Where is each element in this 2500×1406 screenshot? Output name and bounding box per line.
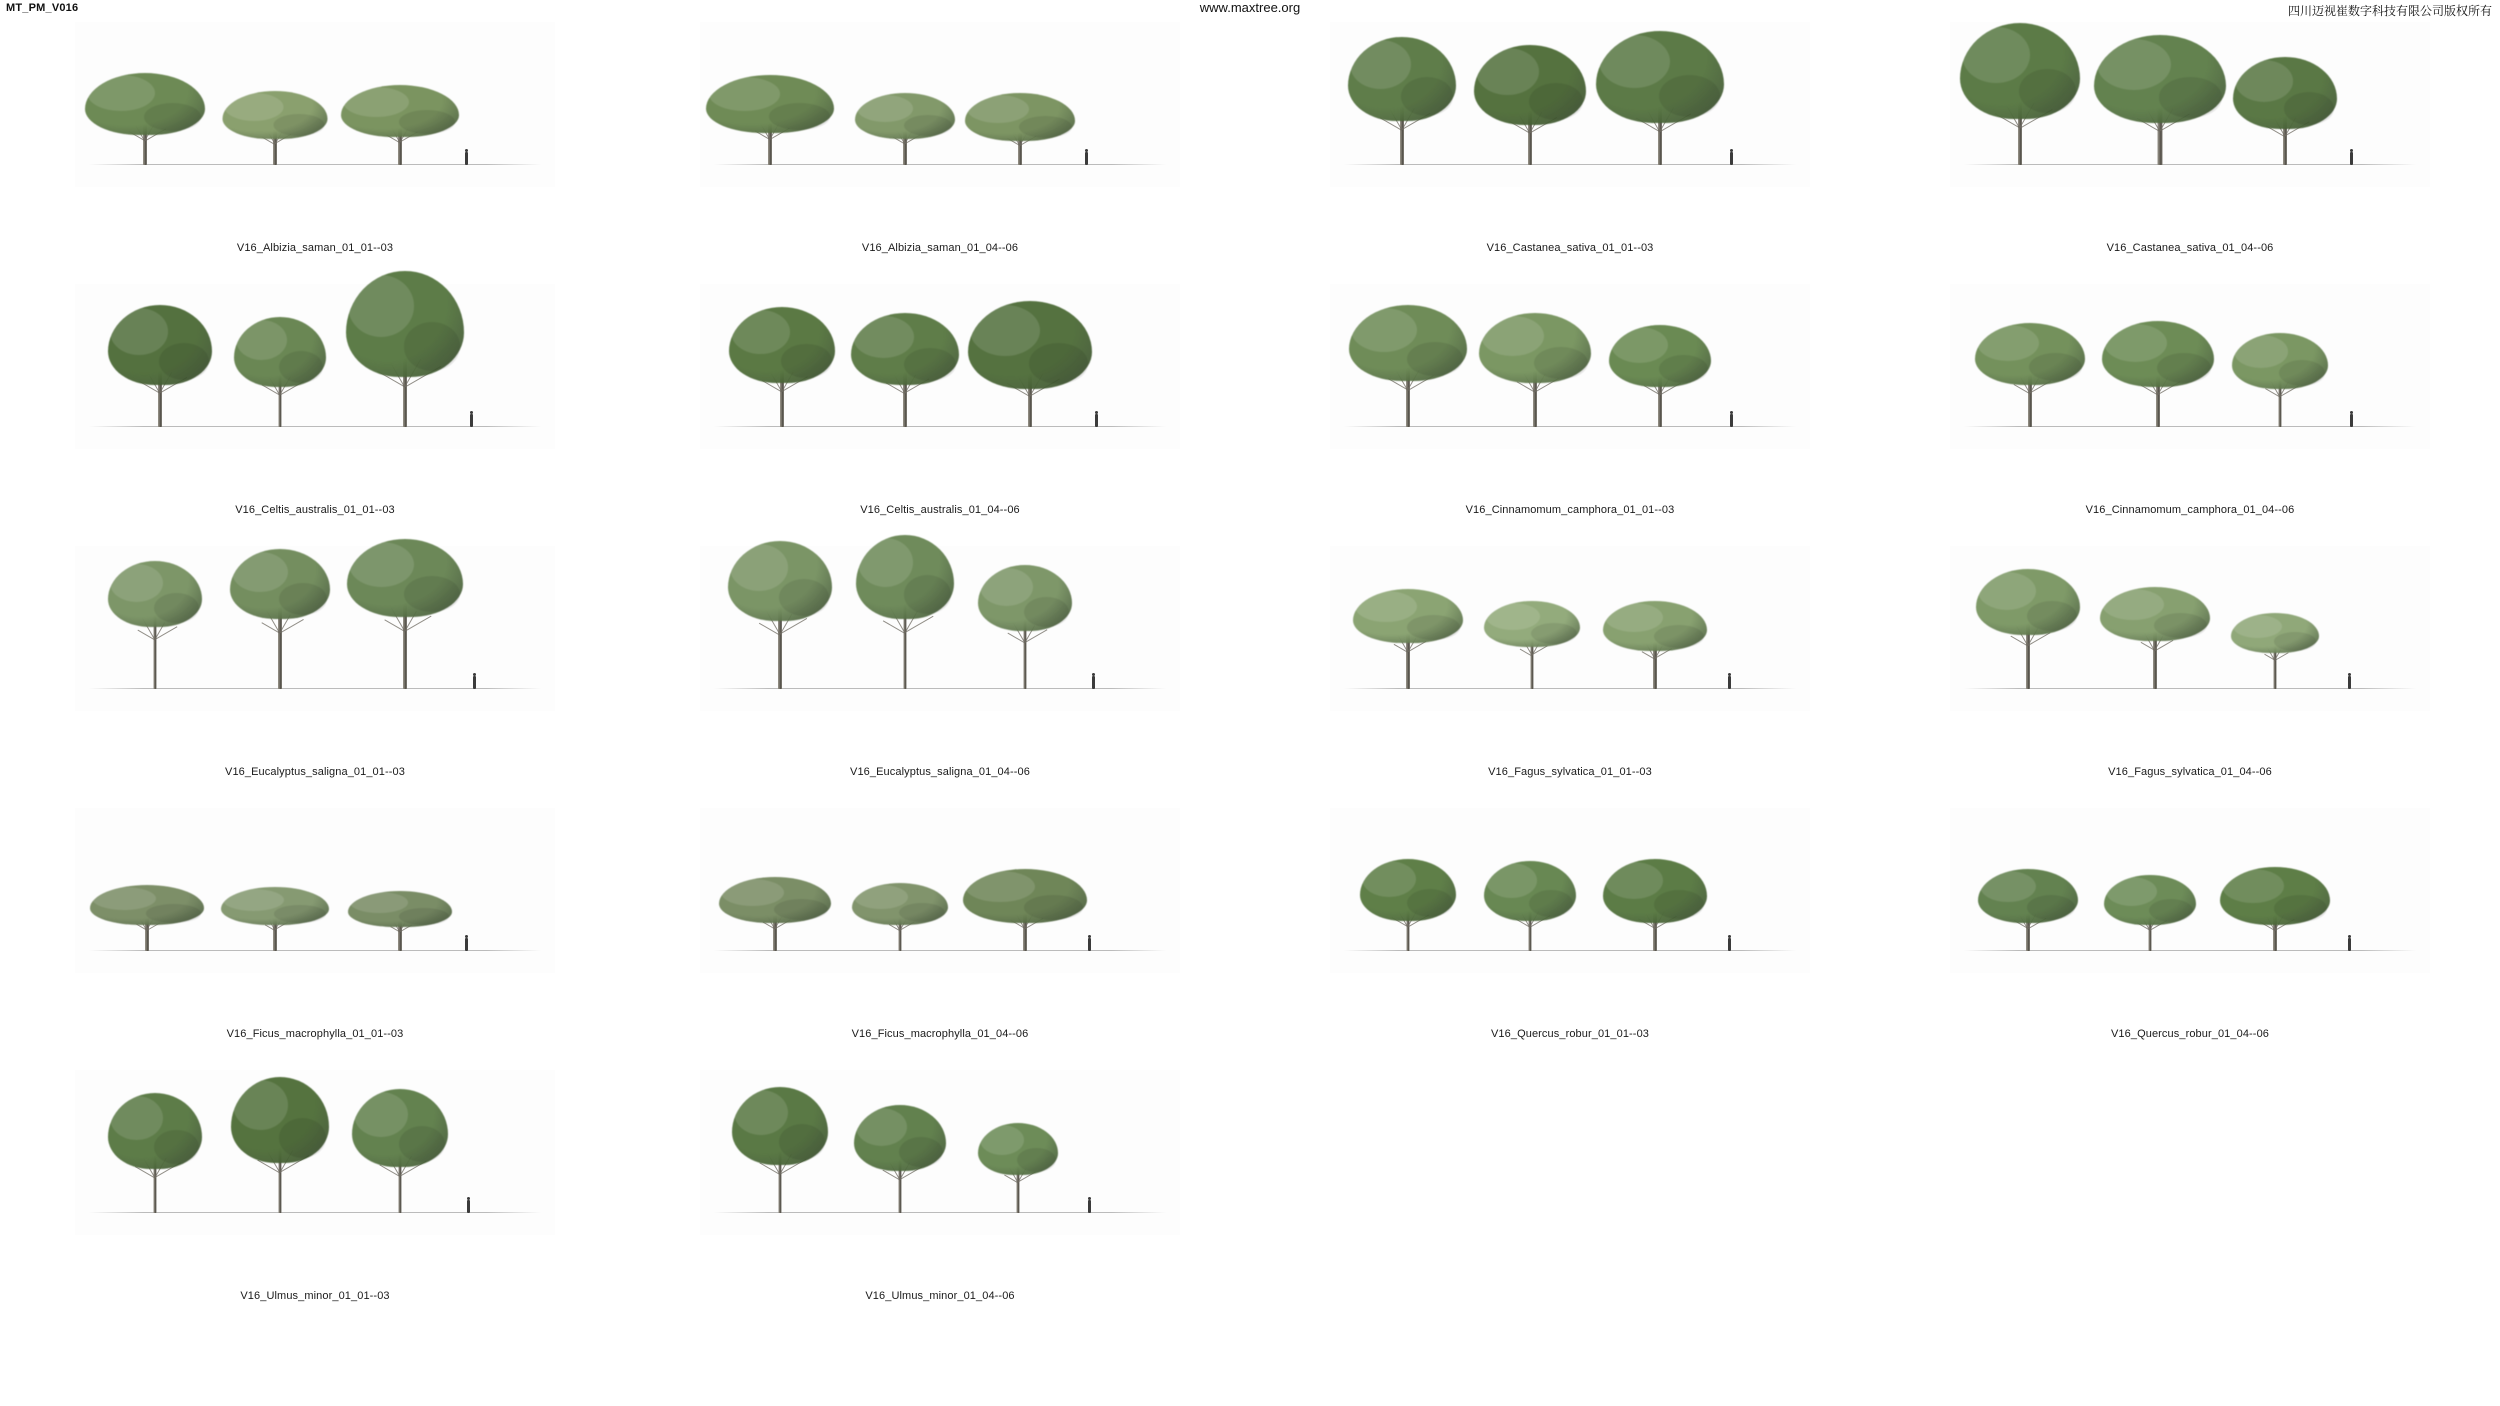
tree-model-caption: V16_Celtis_australis_01_04--06 [860, 504, 1020, 516]
scale-figure-person [1085, 152, 1088, 165]
tree-catalog-cell[interactable] [1950, 22, 2430, 254]
scale-figure-person [1728, 938, 1731, 951]
tree-model [1360, 859, 1456, 951]
tree-canopy [221, 887, 329, 925]
tree-canopy [852, 883, 948, 925]
tree-catalog-cell[interactable] [700, 22, 1180, 254]
tree-model [965, 93, 1075, 165]
tree-model [2100, 587, 2210, 689]
tree-model-caption: V16_Ficus_macrophylla_01_04--06 [851, 1028, 1029, 1040]
tree-model [108, 561, 202, 689]
tree-render-image [700, 22, 1180, 187]
tree-canopy [1484, 861, 1576, 921]
tree-catalog-cell[interactable] [1330, 546, 1810, 778]
tree-canopy [1603, 601, 1707, 651]
tree-model [1603, 859, 1707, 951]
tree-canopy [1474, 45, 1586, 125]
tree-model [2094, 35, 2226, 165]
tree-model-caption: V16_Cinnamomum_camphora_01_04--06 [2085, 504, 2295, 516]
tree-model [346, 271, 464, 427]
tree-model [348, 891, 452, 951]
tree-model [1603, 601, 1707, 689]
tree-model [2220, 867, 2330, 951]
tree-model-caption: V16_Castanea_sativa_01_04--06 [2106, 242, 2274, 254]
tree-model-caption: V16_Albizia_saman_01_04--06 [861, 242, 1019, 254]
tree-canopy [719, 877, 831, 923]
tree-model [1976, 569, 2080, 689]
tree-model [352, 1089, 448, 1213]
tree-model-caption: V16_Fagus_sylvatica_01_01--03 [1488, 766, 1652, 778]
tree-canopy [347, 539, 463, 617]
tree-canopy [968, 301, 1092, 389]
tree-render-image [75, 1070, 555, 1235]
tree-canopy [2102, 321, 2214, 387]
tree-canopy [108, 561, 202, 627]
tree-model [978, 565, 1072, 689]
scale-figure-person [1730, 152, 1733, 165]
tree-catalog-cell[interactable] [75, 22, 555, 254]
tree-model [341, 85, 459, 165]
scale-figure-person [2350, 414, 2353, 427]
tree-canopy [108, 1093, 202, 1169]
page-header [0, 0, 2500, 22]
tree-render-image [1330, 284, 1810, 449]
scale-figure-person [465, 152, 468, 165]
tree-model-caption: V16_Celtis_australis_01_01--03 [235, 504, 395, 516]
tree-catalog-cell[interactable] [1330, 284, 1810, 516]
scale-figure-person [465, 938, 468, 951]
tree-model [729, 307, 835, 427]
tree-model [1975, 323, 2085, 427]
tree-canopy [1484, 601, 1580, 647]
tree-catalog-cell[interactable] [75, 284, 555, 516]
tree-model [231, 1077, 329, 1213]
tree-model [732, 1087, 828, 1213]
tree-model [855, 93, 955, 165]
tree-model-caption: V16_Ulmus_minor_01_04--06 [865, 1290, 1015, 1302]
scale-figure-person [2348, 938, 2351, 951]
scale-figure-person [1728, 676, 1731, 689]
tree-render-image [75, 808, 555, 973]
tree-model [1348, 37, 1456, 165]
tree-model [854, 1105, 946, 1213]
scale-figure-person [2350, 152, 2353, 165]
tree-canopy [1978, 869, 2078, 923]
tree-render-image [75, 546, 555, 711]
tree-canopy [855, 93, 955, 139]
copyright-notice: 四川迈视崔数字科技有限公司版权所有 [2287, 4, 2492, 18]
tree-model [1596, 31, 1724, 165]
tree-model-caption: V16_Quercus_robur_01_01--03 [1490, 1028, 1650, 1040]
website-url: www.maxtree.org [1199, 0, 1301, 15]
tree-catalog-cell[interactable] [1330, 808, 1810, 1040]
scale-figure-person [470, 414, 473, 427]
scale-figure-person [1088, 1200, 1091, 1213]
tree-model [1353, 589, 1463, 689]
tree-canopy [963, 869, 1087, 923]
tree-model [1978, 869, 2078, 951]
tree-canopy [234, 317, 326, 387]
tree-canopy [1348, 37, 1456, 121]
tree-model [1484, 861, 1576, 951]
tree-canopy [352, 1089, 448, 1167]
tree-model [2102, 321, 2214, 427]
tree-catalog-cell[interactable] [700, 1070, 1180, 1302]
tree-render-image [1330, 546, 1810, 711]
tree-render-image [1330, 808, 1810, 973]
tree-model-caption: V16_Ulmus_minor_01_01--03 [240, 1290, 390, 1302]
tree-model [85, 73, 205, 165]
tree-model [852, 883, 948, 951]
tree-catalog-cell[interactable] [700, 284, 1180, 516]
tree-canopy [1360, 859, 1456, 921]
tree-render-image [1330, 22, 1810, 187]
tree-render-image [1950, 284, 2430, 449]
tree-model [90, 885, 204, 951]
tree-model [1484, 601, 1580, 689]
tree-model [108, 305, 212, 427]
tree-render-image [1950, 546, 2430, 711]
tree-canopy [2220, 867, 2330, 925]
tree-model [728, 541, 832, 689]
tree-canopy [965, 93, 1075, 141]
tree-canopy [2232, 333, 2328, 389]
tree-canopy [2231, 613, 2319, 653]
tree-catalog-cell[interactable] [700, 546, 1180, 778]
tree-canopy [856, 535, 954, 619]
tree-canopy [729, 307, 835, 383]
tree-model [1474, 45, 1586, 165]
tree-model [2231, 613, 2319, 689]
tree-canopy [348, 891, 452, 927]
tree-model [851, 313, 959, 427]
tree-canopy [346, 271, 464, 377]
tree-canopy [1353, 589, 1463, 643]
catalog-code: MT_PM_V016 [6, 2, 79, 14]
tree-render-image [700, 1070, 1180, 1235]
tree-canopy [341, 85, 459, 137]
tree-canopy [223, 91, 328, 139]
tree-model-caption: V16_Cinnamomum_camphora_01_01--03 [1465, 504, 1675, 516]
tree-catalog-cell[interactable] [700, 808, 1180, 1040]
tree-render-image [700, 284, 1180, 449]
tree-model [978, 1123, 1058, 1213]
scale-figure-person [1730, 414, 1733, 427]
scale-figure-person [1088, 938, 1091, 951]
tree-canopy [978, 1123, 1058, 1175]
scale-figure-person [1095, 414, 1098, 427]
tree-canopy [2100, 587, 2210, 641]
tree-render-image [700, 808, 1180, 973]
tree-model-caption: V16_Eucalyptus_saligna_01_01--03 [225, 766, 405, 778]
tree-model [856, 535, 954, 689]
tree-model-caption: V16_Castanea_sativa_01_01--03 [1486, 242, 1654, 254]
tree-model [223, 91, 328, 165]
tree-model [968, 301, 1092, 427]
tree-canopy [90, 885, 204, 925]
tree-model [706, 75, 834, 165]
tree-model [1609, 325, 1711, 427]
tree-render-image [75, 284, 555, 449]
tree-model-caption: V16_Ficus_macrophylla_01_01--03 [226, 1028, 404, 1040]
tree-canopy [728, 541, 832, 621]
tree-render-image [75, 22, 555, 187]
tree-canopy [732, 1087, 828, 1165]
tree-canopy [1603, 859, 1707, 923]
tree-canopy [231, 1077, 329, 1163]
tree-canopy [1479, 313, 1591, 383]
tree-catalog-cell[interactable] [75, 1070, 555, 1302]
scale-figure-person [2348, 676, 2351, 689]
tree-model [719, 877, 831, 951]
tree-canopy [2094, 35, 2226, 123]
tree-canopy [978, 565, 1072, 631]
tree-model [2104, 875, 2196, 951]
tree-model [1479, 313, 1591, 427]
tree-canopy [1976, 569, 2080, 635]
scale-figure-person [467, 1200, 470, 1213]
tree-model [221, 887, 329, 951]
tree-canopy [1975, 323, 2085, 385]
tree-catalog-cell[interactable] [1330, 22, 1810, 254]
tree-canopy [1960, 23, 2080, 119]
tree-canopy [1349, 305, 1467, 381]
tree-canopy [108, 305, 212, 385]
tree-model [108, 1093, 202, 1213]
tree-model [963, 869, 1087, 951]
tree-model [1349, 305, 1467, 427]
tree-catalog-cell[interactable] [75, 808, 555, 1040]
tree-canopy [854, 1105, 946, 1171]
scale-figure-person [1092, 676, 1095, 689]
tree-model-caption: V16_Quercus_robur_01_04--06 [2110, 1028, 2270, 1040]
tree-model [347, 539, 463, 689]
tree-canopy [230, 549, 330, 619]
tree-model [1960, 23, 2080, 165]
tree-model [230, 549, 330, 689]
tree-canopy [851, 313, 959, 385]
tree-catalog-cell[interactable] [1950, 284, 2430, 516]
scale-figure-person [473, 676, 476, 689]
tree-model-caption: V16_Fagus_sylvatica_01_04--06 [2108, 766, 2272, 778]
tree-render-image [700, 546, 1180, 711]
tree-canopy [2104, 875, 2196, 925]
tree-model [2233, 57, 2337, 165]
tree-catalog-grid [0, 22, 2500, 1406]
tree-model-caption: V16_Eucalyptus_saligna_01_04--06 [850, 766, 1030, 778]
tree-catalog-cell[interactable] [75, 546, 555, 778]
tree-model-caption: V16_Albizia_saman_01_01--03 [236, 242, 394, 254]
tree-catalog-cell[interactable] [1950, 546, 2430, 778]
tree-render-image [1950, 808, 2430, 973]
tree-canopy [85, 73, 205, 135]
tree-canopy [1609, 325, 1711, 387]
tree-canopy [1596, 31, 1724, 123]
tree-model [234, 317, 326, 427]
tree-canopy [706, 75, 834, 133]
tree-model [2232, 333, 2328, 427]
tree-render-image [1950, 22, 2430, 187]
tree-canopy [2233, 57, 2337, 129]
tree-catalog-cell[interactable] [1950, 808, 2430, 1040]
